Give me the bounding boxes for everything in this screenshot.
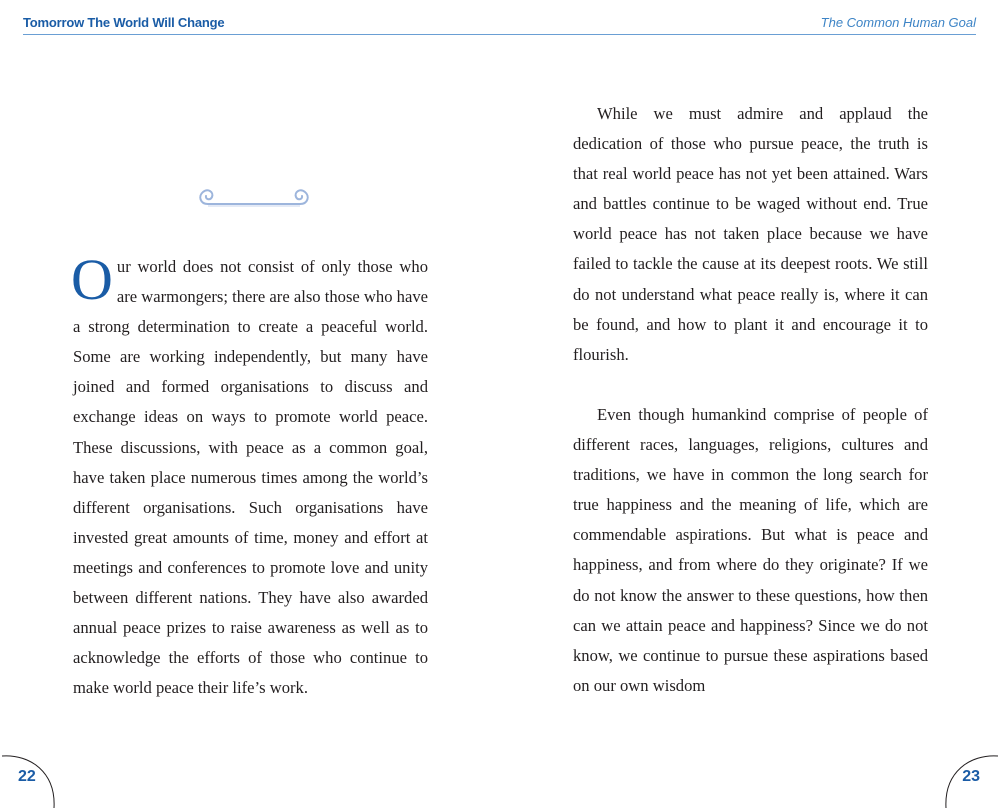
- left-paragraph-1: [71, 247, 428, 703]
- scroll-ornament-icon: [194, 184, 314, 208]
- left-paragraph-1-text: ur world does not consist of only those who are warmongers; there are also those who have a strong determination to create a peaceful world. Some are working independently, but many have joined and formed organisations to discuss and exchange ideas on ways to promote world peace. These discussions, with peace as a common goal, have taken place numerous times among the world’s different organisations. Such organisations have invested great amounts of time, money and effort at meetings and conferences to promote love and unity between different nations. They have also awarded annual peace prizes to raise awareness as well as to acknowledge the efforts of those who continue to make world peace their life’s work.: [73, 257, 428, 698]
- page-number-right: 23: [962, 768, 980, 785]
- right-page-text: [573, 99, 928, 701]
- running-header-chapter-title: The Common Human Goal: [820, 15, 976, 30]
- page-number-left: 22: [18, 768, 36, 785]
- header-rule: [23, 34, 976, 35]
- right-paragraph-1: While we must admire and applaud the dedication of those who pursue peace, the truth is that real world peace has not yet been attained. Wars and battles continue to be waged without end. True world peace has not taken place because we have failed to tackle the cause at its deepest roots. We still do not understand what peace really is, where it can be found, and how to plant it and encourage it to flourish.: [573, 104, 928, 364]
- left-page-text: [71, 247, 428, 703]
- right-paragraph-2: Even though humankind comprise of people of different races, languages, religions, cultures and traditions, we have in common the long search for true happiness and the meaning of life, which are commendable aspirations. But what is peace and happiness, and from where do they originate? If we do not know the answer to these questions, how then can we attain peace and happiness? Since we do not know, we continue to pursue these aspirations based on our own wisdom: [573, 404, 928, 695]
- drop-cap: O: [71, 247, 113, 312]
- running-header-book-title: Tomorrow The World Will Change: [23, 15, 225, 30]
